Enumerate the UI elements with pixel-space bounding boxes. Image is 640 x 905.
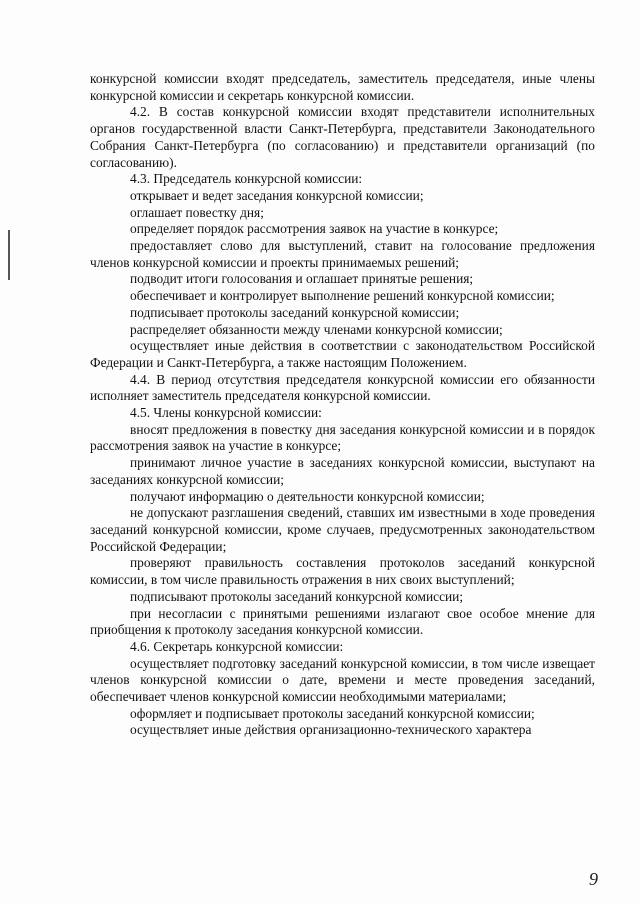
- list-item: осуществляет иные действия организационно-технического характера: [130, 722, 532, 738]
- list-item: подписывают протоколы заседаний конкурсной комиссии;: [130, 588, 464, 604]
- page-number: 9: [589, 869, 598, 889]
- list-item: принимают личное участие в заседаниях конкурсной комиссии, выступают на заседаниях конкурсной комиссии;: [90, 455, 595, 487]
- list-item: оглашает повестку дня;: [130, 204, 264, 220]
- list-item: осуществляет подготовку заседаний конкурсной комиссии, в том числе извещает членов конкурсной комиссии о дате, времени и месте проведения заседаний, обеспечивает членов конкурсной комиссии необходимыми материалами;: [90, 655, 595, 705]
- list-item: подводит итоги голосования и оглашает принятые решения;: [130, 271, 474, 287]
- list-item: осуществляет иные действия в соответствии с законодательством Российской Федерации и Санкт-Петербурга, а также настоящим Положением.: [90, 338, 595, 370]
- list-item: открывает и ведет заседания конкурсной комиссии;: [130, 187, 424, 203]
- document-body: [90, 71, 595, 739]
- list-item: предоставляет слово для выступлений, ставит на голосование предложения членов конкурсной комиссии и проекты принимаемых решений;: [90, 238, 595, 270]
- list-item: оформляет и подписывает протоколы заседаний конкурсной комиссии;: [130, 705, 535, 721]
- list-item: вносят предложения в повестку дня заседания конкурсной комиссии и в порядок рассмотрения заявок на участие в конкурсе;: [90, 421, 595, 454]
- paragraph-4-2: 4.2. В состав конкурсной комиссии входят представители исполнительных органов государственной власти Санкт-Петербурга, представители Законодательного Собрания Санкт-Петербурга (по согласованию) и представители организаций (по согласованию).: [90, 104, 595, 170]
- list-item: распределяет обязанности между членами конкурсной комиссии;: [130, 321, 503, 337]
- paragraph-continuation: конкурсной комиссии входят председатель, заместитель председателя, иные члены конкурсной комиссии и секретарь конкурсной комиссии.: [90, 71, 595, 103]
- list-item: проверяют правильность составления протоколов заседаний конкурсной комиссии, в том числе правильность отражения в них своих выступлений;: [90, 555, 595, 588]
- paragraph-4-3-heading: 4.3. Председатель конкурсной комиссии:: [130, 171, 363, 187]
- list-item: не допускают разглашения сведений, ставших им известными в ходе проведения заседаний конкурсной комиссии, кроме случаев, предусмотренных законодательством Российской Федерации;: [90, 505, 595, 554]
- list-item: определяет порядок рассмотрения заявок на участие в конкурсе;: [130, 221, 499, 237]
- paragraph-4-5-heading: 4.5. Члены конкурсной комиссии:: [130, 405, 322, 421]
- paragraph-4-4: 4.4. В период отсутствия председателя конкурсной комиссии его обязанности исполняет заместитель председателя конкурсной комиссии.: [90, 371, 595, 404]
- list-item: при несогласии с принятыми решениями излагают свое особое мнение для приобщения к протоколу заседания конкурсной комиссии.: [90, 605, 595, 638]
- scan-margin-mark: [8, 230, 10, 280]
- list-item: подписывает протоколы заседаний конкурсной комиссии;: [130, 304, 460, 320]
- list-item: обеспечивает и контролирует выполнение решений конкурсной комиссии;: [130, 288, 555, 304]
- list-item: получают информацию о деятельности конкурсной комиссии;: [130, 488, 485, 504]
- paragraph-4-6-heading: 4.6. Секретарь конкурсной комиссии:: [130, 638, 344, 654]
